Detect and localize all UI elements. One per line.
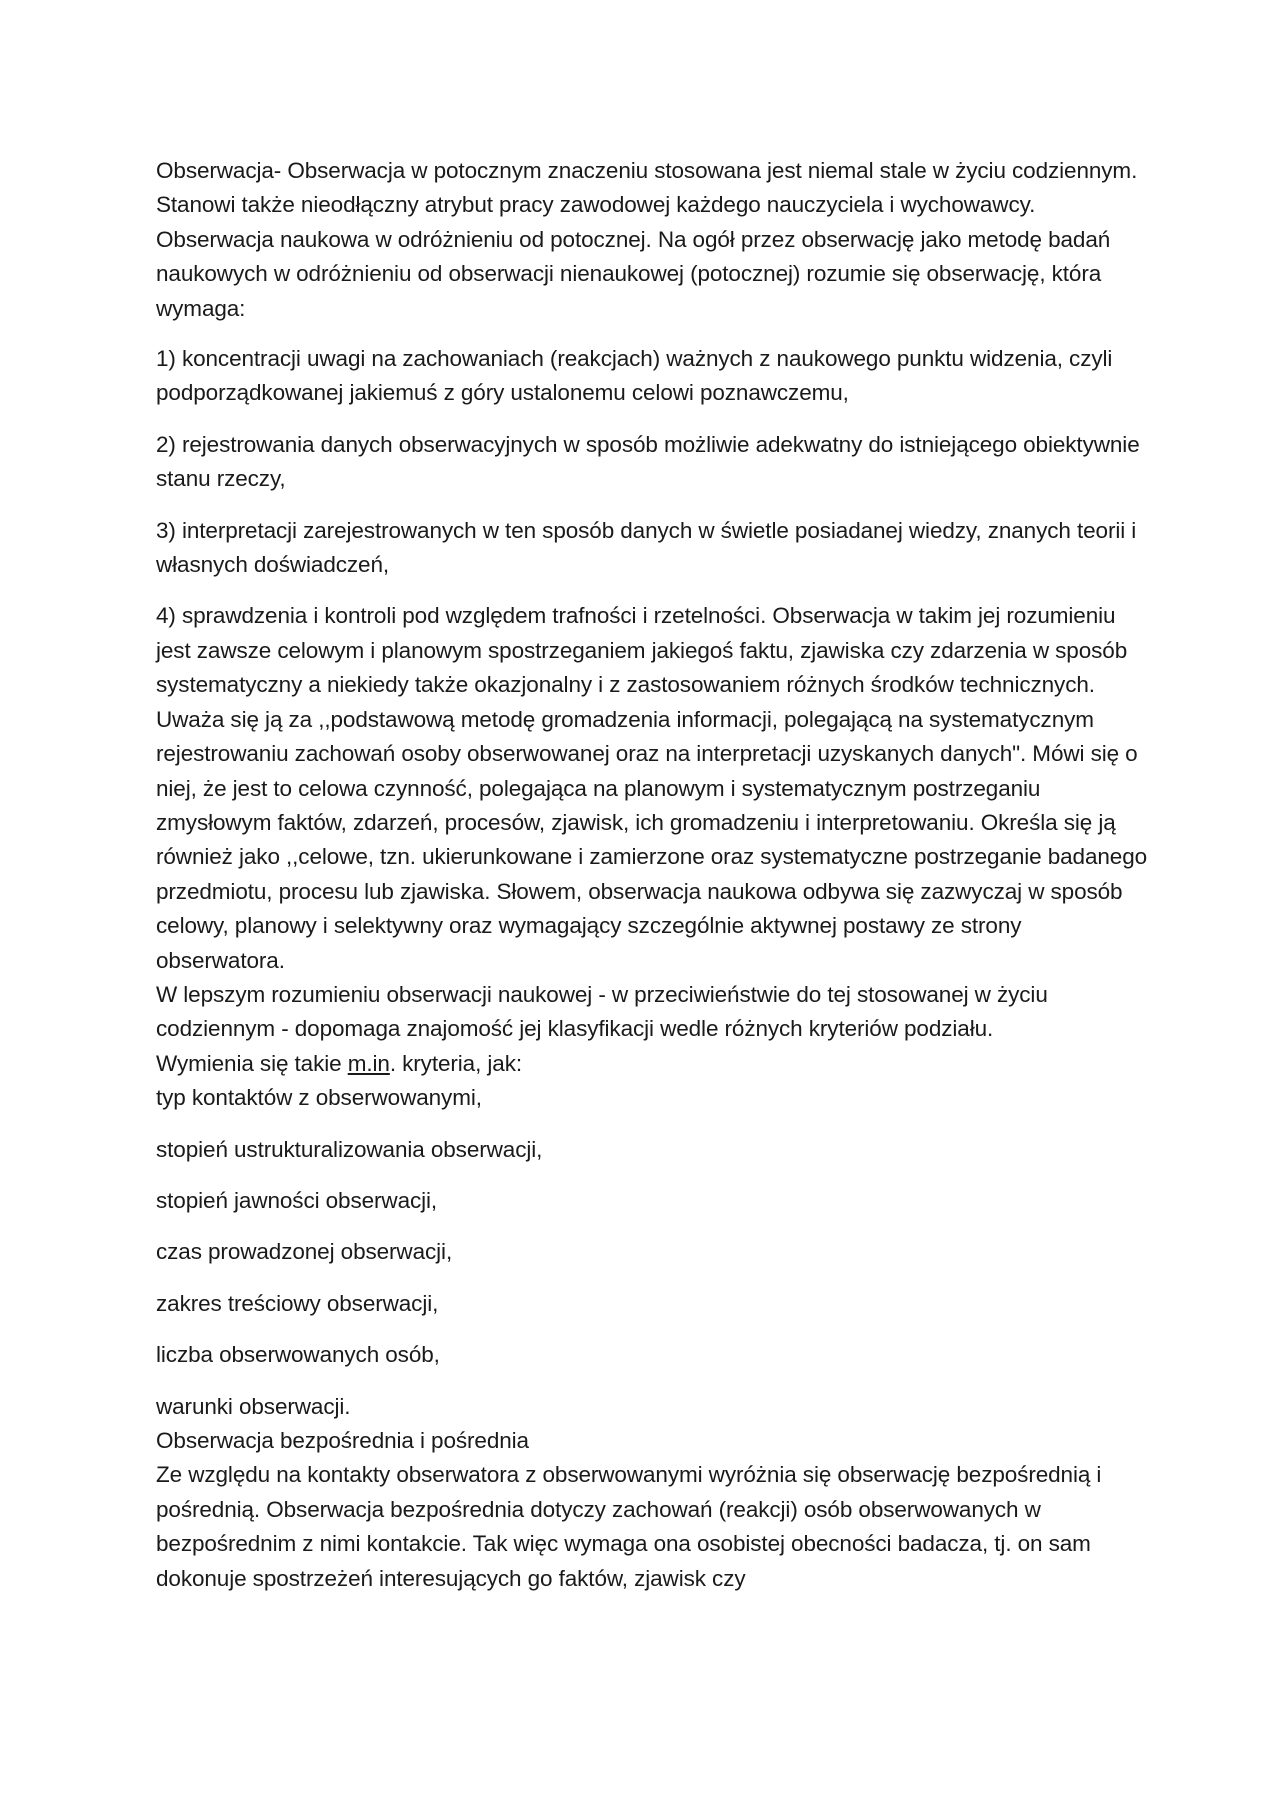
criteria-intro-before: Wymienia się takie (156, 1050, 348, 1076)
criteria-item-6: liczba obserwowanych osób, (156, 1342, 440, 1368)
criteria-item-4: czas prowadzonej obserwacji, (156, 1239, 453, 1265)
requirement-1: 1) koncentracji uwagi na zachowaniach (reakcjach) ważnych z naukowego punktu widzenia, czyli podporządkowanej jakiemuś z góry ustalonemu celowi poznawczemu, (156, 346, 1113, 406)
section-body: Ze względu na kontakty obserwatora z obserwowanymi wyróżnia się obserwację bezpośrednią i pośrednią. Obserwacja bezpośrednia dotyczy zachowań (reakcji) osób obserwowanych w bezpośrednim z nimi kontakcie. Tak więc wymaga ona osobistej obecności badacza, tj. on sam dokonuje spostrzeżeń interesujących go faktów, zjawisk czy (156, 1462, 1102, 1591)
min-link[interactable]: m.in (347, 1050, 390, 1076)
criteria-item-3: stopień jawności obserwacji, (156, 1187, 438, 1213)
requirement-4: 4) sprawdzenia i kontroli pod względem trafności i rzetelności. Obserwacja w takim jej rozumieniu jest zawsze celowym i planowym spostrzeganiem jakiegoś faktu, zjawiska czy zdarzenia w sposób systematyczny a niekiedy także okazjonalny i z zastosowaniem różnych środków technicznych. (156, 603, 1128, 698)
intro-paragraph-2: Obserwacja naukowa w odróżnieniu od potocznej. Na ogół przez obserwację jako metodę badań naukowych w odróżnieniu od obserwacji nienaukowej (potocznej) rozumie się obserwację, która wymaga: (156, 226, 1111, 321)
requirement-3: 3) interpretacji zarejestrowanych w ten sposób danych w świetle posiadanej wiedzy, znanych teorii i własnych doświadczeń, (156, 517, 1137, 578)
requirement-2: 2) rejestrowania danych obserwacyjnych w sposób możliwie adekwatny do istniejącego obiektywnie stanu rzeczy, (156, 431, 1140, 492)
criteria-item-1: typ kontaktów z obserwowanymi, (156, 1085, 482, 1111)
body-paragraph-1: Uważa się ją za ,,podstawową metodę gromadzenia informacji, polegającą na systematycznym rejestrowaniu zachowań osoby obserwowanej oraz na interpretacji uzyskanych danych". Mówi się o niej, że jest to celowa czynność, polegająca na planowym i systematycznym postrzeganiu zmysłowym faktów, zdarzeń, procesów, zjawisk, ich gromadzeniu i interpretowaniu. Określa się ją również jako ,,celowe, tzn. ukierunkowane i zamierzone oraz systematyczne postrzeganie badanego przedmiotu, procesu lub zjawiska. Słowem, obserwacja naukowa odbywa się zazwyczaj w sposób celowy, planowy i selektywny oraz wymagający szczególnie aktywnej postawy ze strony obserwatora. (156, 706, 1148, 973)
criteria-intro-after: . kryteria, jak: (389, 1050, 523, 1076)
criteria-item-7: warunki obserwacji. (156, 1393, 351, 1419)
section-title: Obserwacja bezpośrednia i pośrednia (156, 1428, 529, 1453)
document-page (156, 154, 1156, 1596)
criteria-item-5: zakres treściowy obserwacji, (156, 1290, 439, 1316)
intro-paragraph-1: Obserwacja- Obserwacja w potocznym znaczeniu stosowana jest niemal stale w życiu codziennym. Stanowi także nieodłączny atrybut pracy zawodowej każdego nauczyciela i wychowawcy. (156, 158, 1138, 218)
body-paragraph-2: W lepszym rozumieniu obserwacji naukowej - w przeciwieństwie do tej stosowanej w życiu codziennym - dopomaga znajomość jej klasyfikacji wedle różnych kryteriów podziału. (156, 981, 1048, 1042)
criteria-intro (156, 1047, 1156, 1081)
criteria-item-2: stopień ustrukturalizowania obserwacji, (156, 1136, 543, 1162)
